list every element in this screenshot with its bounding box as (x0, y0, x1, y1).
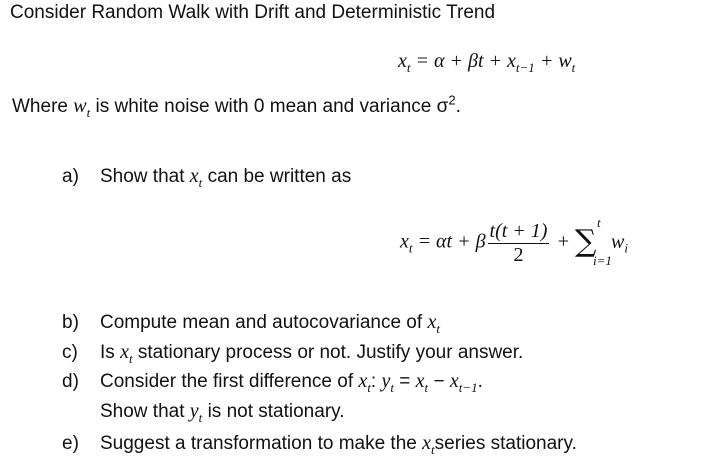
part-d-x3: x (449, 370, 459, 392)
noise-post: is white noise with 0 mean and variance σ (90, 96, 449, 117)
part-d-label: d) (62, 371, 79, 392)
sum-lower-limit: i=1 (592, 253, 612, 268)
part-e-x: x (422, 432, 432, 454)
part-a-x: x (189, 165, 199, 187)
eq2-plus: + (551, 230, 575, 253)
part-a-pre: Show that (100, 166, 190, 187)
part-c-label: c) (62, 342, 78, 363)
part-a (62, 165, 351, 188)
sum-upper-limit: t (596, 215, 601, 230)
part-b (62, 311, 440, 334)
part-d-x3-sub: t−1 (458, 379, 478, 395)
eq1-w-sub: t (571, 60, 576, 75)
part-e-x-sub: t (431, 441, 435, 457)
part-b-label: b) (62, 312, 79, 333)
part-d-line2-pre: Show that (100, 401, 190, 422)
part-e-label: e) (62, 433, 79, 454)
part-c-x: x (120, 341, 129, 363)
part-d-x2: x (415, 370, 425, 392)
eq1-x-prev: x (507, 50, 516, 72)
part-d-end: . (477, 371, 483, 392)
part-d-y: y (381, 370, 391, 392)
part-d-eq: = (394, 371, 416, 392)
part-d-y-sub: t (390, 379, 394, 395)
part-b-pre: Compute mean and autocovariance of (100, 312, 428, 333)
part-d-x2-sub: t (424, 379, 429, 395)
part-d-line2-post: is not stationary. (202, 401, 345, 422)
sigma-glyph: ∑ (574, 224, 597, 259)
part-d-x: x (358, 370, 368, 392)
eq1-rhs-a: = α + βt + (410, 50, 508, 72)
eq1-x-prev-sub: t−1 (515, 60, 535, 75)
part-d (62, 370, 483, 393)
eq2-w-sub: i (624, 240, 628, 256)
part-d-pre: Consider the first difference of (100, 371, 359, 392)
noise-end: . (455, 96, 461, 117)
part-b-x-sub: t (436, 320, 440, 336)
eq1-lhs-sub: t (406, 60, 411, 75)
noise-w: w (73, 95, 87, 117)
eq1-plus: + (534, 50, 559, 72)
part-c-pre: Is (100, 342, 121, 363)
part-c (62, 341, 523, 364)
eq2-fraction (488, 220, 550, 266)
part-e (62, 432, 577, 455)
summation-symbol (574, 215, 612, 268)
part-a-post: can be written as (202, 166, 352, 187)
eq1-w: w (558, 50, 572, 72)
part-c-x-sub: t (128, 350, 133, 366)
noise-w-sub: t (86, 104, 91, 120)
part-d-minus: − (428, 371, 450, 392)
noise-definition (12, 92, 461, 120)
eq1-lhs: x (398, 50, 407, 72)
part-e-pre: Suggest a transformation to make the (100, 433, 423, 454)
part-d-y2-sub: t (198, 409, 203, 425)
document-title: Consider Random Walk with Drift and Deterministic Trend (10, 2, 496, 23)
part-e-post: series stationary. (434, 433, 577, 454)
part-a-label: a) (62, 166, 79, 187)
part-d-continuation (100, 400, 345, 423)
part-d-colon: : (370, 371, 382, 392)
eq2-lhs: x (400, 230, 409, 253)
noise-sup: 2 (448, 92, 456, 108)
eq2-denominator: 2 (513, 244, 524, 266)
part-a-x-sub: t (198, 174, 203, 190)
part-d-x-sub: t (367, 379, 371, 395)
eq2-lhs-sub: t (408, 240, 413, 256)
eq2-w: w (610, 230, 625, 253)
equation-closed-form (400, 215, 628, 268)
equation-random-walk (398, 50, 575, 73)
part-c-post: stationary process or not. Justify your answer. (132, 342, 524, 363)
part-b-x: x (427, 311, 437, 333)
eq2-mid: = αt + β (412, 230, 486, 253)
noise-pre: Where (12, 96, 74, 117)
part-d-y2: y (189, 400, 199, 422)
eq2-numerator: t(t + 1) (489, 220, 548, 242)
